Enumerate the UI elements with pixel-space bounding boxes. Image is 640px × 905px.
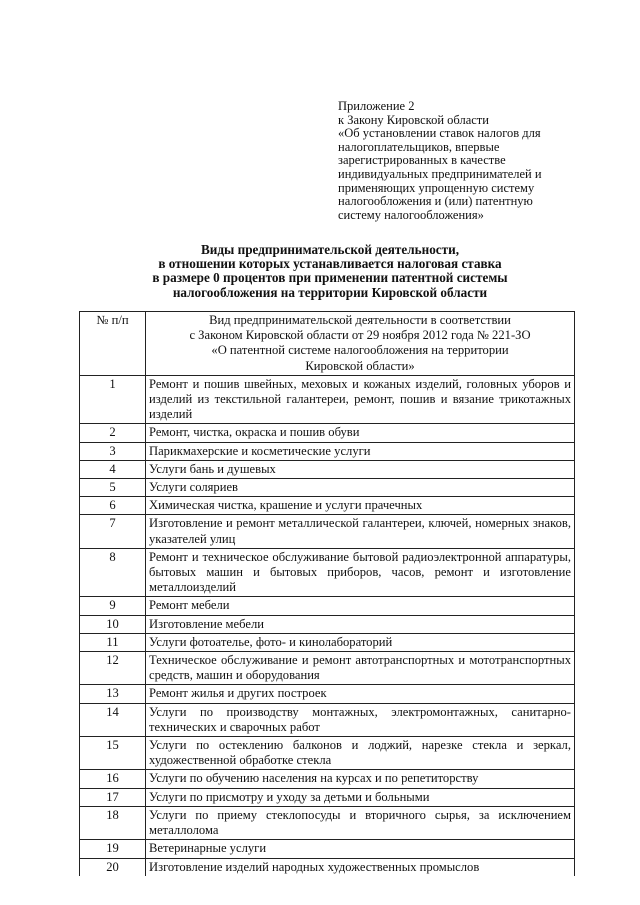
row-activity: Парикмахерские и косметические услуги (146, 442, 575, 460)
row-activity: Ремонт, чистка, окраска и пошив обуви (146, 424, 575, 442)
table-row (80, 515, 575, 548)
table-row (80, 375, 575, 424)
table-row (80, 806, 575, 839)
row-num: 9 (80, 597, 146, 615)
row-activity: Услуги по обучению населения на курсах и по репетиторству (146, 770, 575, 788)
header-line: Вид предпринимательской деятельности в соответствии (209, 313, 511, 327)
header-line: Кировской области» (305, 358, 415, 373)
row-num: 17 (80, 788, 146, 806)
row-num: 14 (80, 703, 146, 736)
table-row (80, 497, 575, 515)
table-row (80, 597, 575, 615)
row-num: 6 (80, 497, 146, 515)
table-row (80, 442, 575, 460)
table-row (80, 548, 575, 597)
appendix-line: Приложение 2 (338, 99, 415, 113)
row-activity: Техническое обслуживание и ремонт автотранспортных и мототранспортных средств, машин и оборудования (146, 652, 575, 685)
row-activity: Услуги по остеклению балконов и лоджий, нарезке стекла и зеркал, художественной обработке стекла (146, 737, 575, 770)
row-num: 4 (80, 460, 146, 478)
table-row (80, 633, 575, 651)
row-activity: Услуги соляриев (146, 479, 575, 497)
header-activity (146, 312, 575, 376)
table-row (80, 479, 575, 497)
row-num: 15 (80, 737, 146, 770)
table-row (80, 858, 575, 876)
row-num: 2 (80, 424, 146, 442)
table-row (80, 840, 575, 858)
table-row (80, 424, 575, 442)
row-activity: Химическая чистка, крашение и услуги прачечных (146, 497, 575, 515)
document-title (60, 243, 600, 300)
row-activity: Ветеринарные услуги (146, 840, 575, 858)
row-num: 7 (80, 515, 146, 548)
row-activity: Изготовление изделий народных художественных промыслов (146, 858, 575, 876)
table-row (80, 770, 575, 788)
appendix-line: индивидуальных предпринимателей и (338, 166, 542, 181)
appendix-line: налогоплательщиков, впервые (338, 139, 500, 154)
row-num: 8 (80, 548, 146, 597)
appendix-line: налогообложения и (или) патентную (338, 194, 533, 209)
title-line: в размере 0 процентов при применении патентной системы (152, 270, 508, 286)
appendix-line: зарегистрированных в качестве (338, 153, 506, 168)
row-num: 3 (80, 442, 146, 460)
row-activity: Ремонт и пошив швейных, меховых и кожаных изделий, головных уборов и изделий из текстильной галантереи, ремонт, пошив и вязание трикотажных изделий (146, 375, 575, 424)
header-line: «О патентной системе налогообложения на территории (211, 343, 509, 358)
table-header-row (80, 312, 575, 376)
row-activity: Ремонт и техническое обслуживание бытовой радиоэлектронной аппаратуры, бытовых машин и бытовых приборов, часов, ремонт и изготовление металлоизделий (146, 548, 575, 597)
appendix-line: к Закону Кировской области (338, 112, 489, 127)
appendix-block (338, 100, 620, 222)
row-activity: Ремонт мебели (146, 597, 575, 615)
row-activity: Услуги бань и душевых (146, 460, 575, 478)
row-activity: Услуги по присмотру и уходу за детьми и больными (146, 788, 575, 806)
row-num: 18 (80, 806, 146, 839)
title-line: налогообложения на территории Кировской области (172, 284, 488, 300)
title-line: в отношении которых устанавливается налоговая ставка (158, 256, 502, 272)
activities-table (79, 311, 575, 876)
row-num: 5 (80, 479, 146, 497)
row-num: 11 (80, 633, 146, 651)
row-activity: Ремонт жилья и других построек (146, 685, 575, 703)
row-num: 19 (80, 840, 146, 858)
row-num: 10 (80, 615, 146, 633)
row-num: 13 (80, 685, 146, 703)
appendix-line: систему налогообложения» (338, 207, 484, 222)
table-row (80, 460, 575, 478)
table-row (80, 615, 575, 633)
row-num: 1 (80, 375, 146, 424)
table-row (80, 652, 575, 685)
title-line: Виды предпринимательской деятельности, (200, 242, 460, 257)
row-activity: Услуги по приему стеклопосуды и вторичного сырья, за исключением металлолома (146, 806, 575, 839)
header-line: с Законом Кировской области от 29 ноября 2012 года № 221-ЗО (189, 328, 531, 343)
header-num: № п/п (80, 312, 146, 376)
row-num: 12 (80, 652, 146, 685)
row-activity: Изготовление и ремонт металлической галантереи, ключей, номерных знаков, указателей улиц (146, 515, 575, 548)
table-row (80, 703, 575, 736)
row-num: 20 (80, 858, 146, 876)
appendix-line: «Об установлении ставок налогов для (338, 126, 541, 141)
table-row (80, 685, 575, 703)
table-row (80, 737, 575, 770)
table-row (80, 788, 575, 806)
appendix-line: применяющих упрощенную систему (338, 180, 535, 195)
row-activity: Изготовление мебели (146, 615, 575, 633)
row-activity: Услуги фотоателье, фото- и кинолабораторий (146, 633, 575, 651)
row-activity: Услуги по производству монтажных, электромонтажных, санитарно-технических и сварочных работ (146, 703, 575, 736)
row-num: 16 (80, 770, 146, 788)
